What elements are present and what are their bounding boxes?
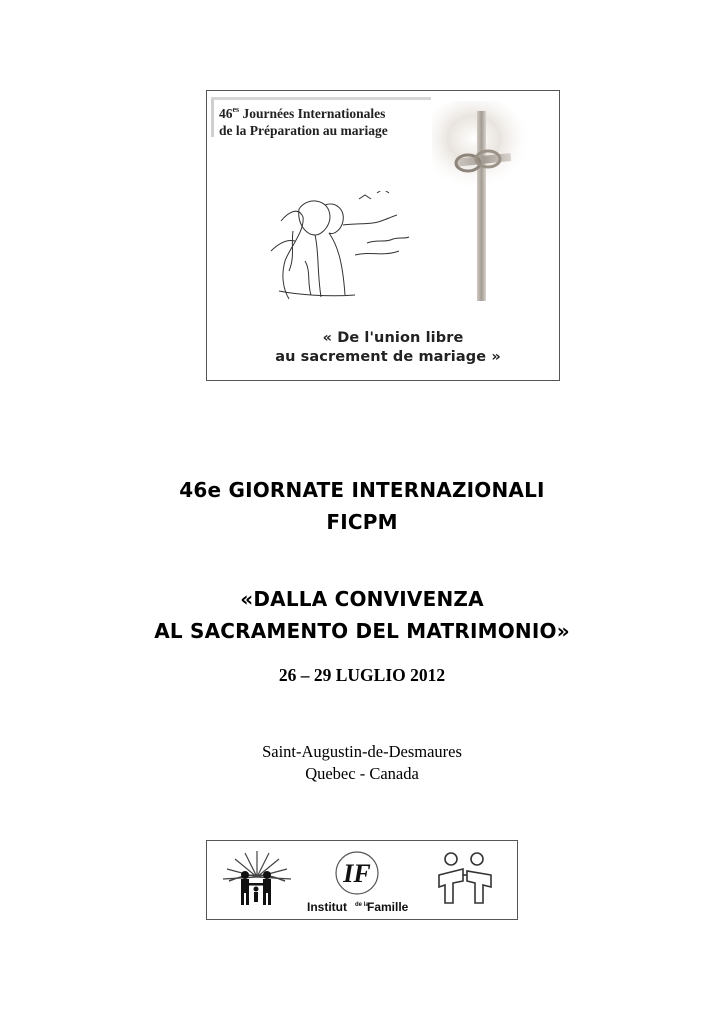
logos-panel [206, 840, 518, 920]
theme-line2: AL SACRAMENTO DEL MATRIMONIO» [154, 619, 570, 643]
family-sun-logo [221, 847, 293, 913]
event-heading: 46e GIORNATE INTERNAZIONALI [179, 478, 545, 502]
poster-quote-line2: au sacrement de mariage » [275, 349, 501, 365]
title-side-decoration [211, 99, 214, 137]
poster-title-line2: de la Préparation au mariage [219, 123, 388, 138]
poster-title-suffix: es [232, 105, 240, 114]
title-decoration [211, 97, 431, 100]
institut-word2: Famille [367, 900, 409, 914]
poster-title-number: 46 [219, 106, 233, 121]
poster-quote-line1: « De l'union libre [322, 330, 464, 346]
poster-image [206, 90, 560, 381]
institut-monogram: IF [343, 859, 371, 888]
event-dates: 26 – 29 LUGLIO 2012 [278, 665, 446, 685]
couple-outline-logo [433, 851, 497, 911]
institut-small-word: de la [355, 902, 369, 908]
theme-line1: «DALLA CONVIVENZA [240, 587, 484, 611]
institut-word1: Institut [307, 900, 347, 914]
couple-sketch [259, 191, 419, 306]
institut-famille-logo [305, 845, 415, 917]
poster-quote [207, 329, 559, 367]
cross-vertical [477, 111, 486, 301]
cross-rings-illustration [432, 101, 557, 311]
location-country: Quebec - Canada [305, 764, 419, 783]
poster-title-line1: Journées Internationales [239, 106, 386, 121]
poster-title [219, 101, 429, 139]
location-city: Saint-Augustin-de-Desmaures [262, 742, 462, 761]
organization-heading: FICPM [326, 510, 398, 534]
